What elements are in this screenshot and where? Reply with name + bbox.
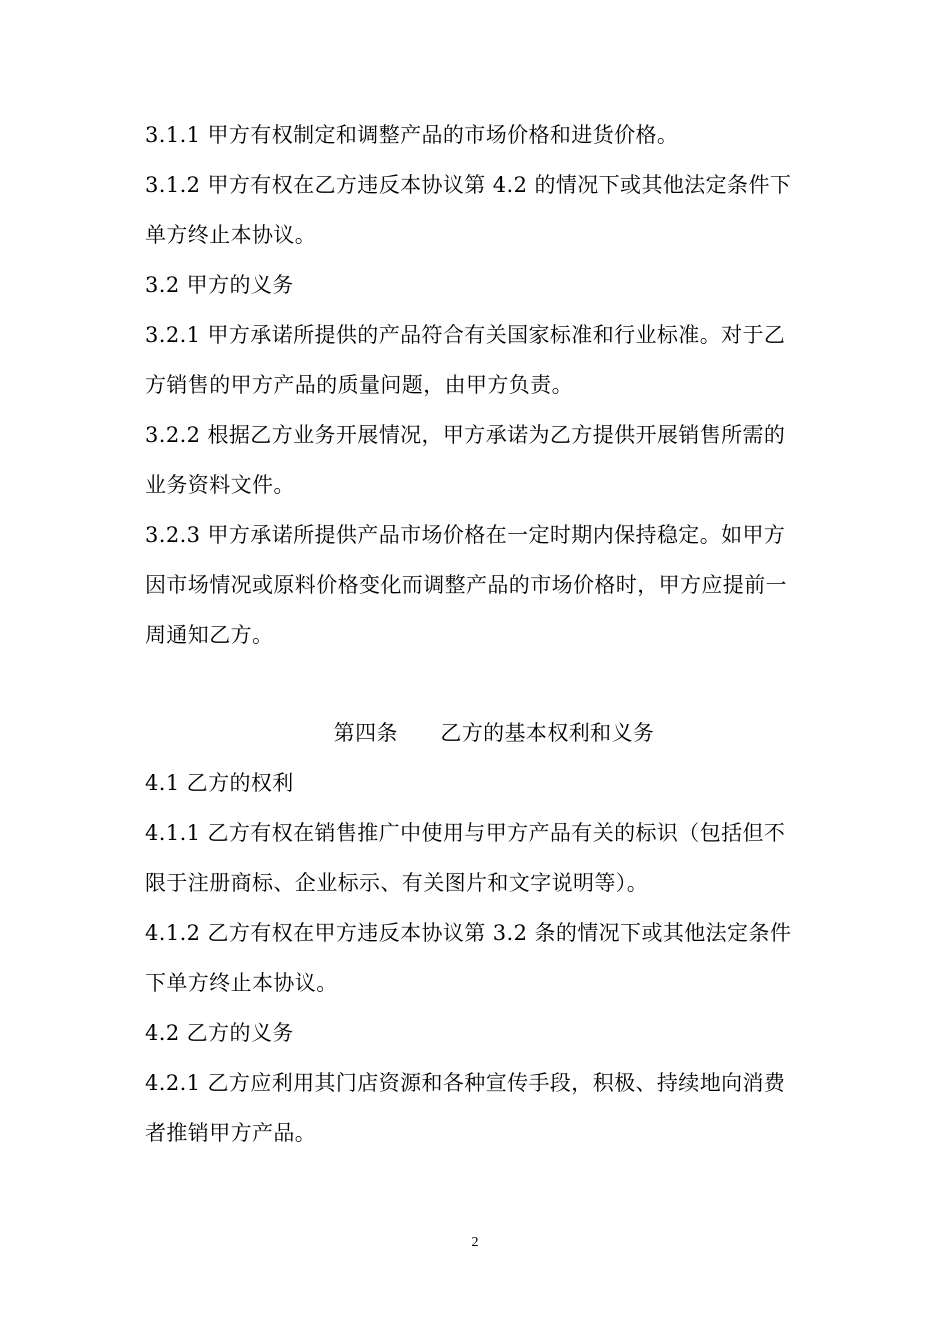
text-line: 业务资料文件。 xyxy=(145,473,295,497)
page-number: 2 xyxy=(471,1235,479,1250)
text-line: 3.2.3 甲方承诺所提供产品市场价格在一定时期内保持稳定。如甲方 xyxy=(145,523,786,547)
text-line: 3.2.1 甲方承诺所提供的产品符合有关国家标准和行业标准。对于乙 xyxy=(145,323,786,347)
text-line: 下单方终止本协议。 xyxy=(145,971,338,995)
text-line: 4.2.1 乙方应利用其门店资源和各种宣传手段，积极、持续地向消费 xyxy=(145,1071,786,1095)
text-line: 方销售的甲方产品的质量问题，由甲方负责。 xyxy=(145,373,573,397)
text-line: 周通知乙方。 xyxy=(145,623,274,647)
text-line: 4.1.2 乙方有权在甲方违反本协议第 3.2 条的情况下或其他法定条件 xyxy=(145,921,792,945)
text-line: 3.1.1 甲方有权制定和调整产品的市场价格和进货价格。 xyxy=(145,123,679,147)
text-line: 3.2.2 根据乙方业务开展情况，甲方承诺为乙方提供开展销售所需的 xyxy=(145,423,786,447)
text-line: 限于注册商标、企业标示、有关图片和文字说明等）。 xyxy=(145,871,649,895)
text-line: 3.1.2 甲方有权在乙方违反本协议第 4.2 的情况下或其他法定条件下 xyxy=(145,173,792,197)
section-heading: 4.2 乙方的义务 xyxy=(145,1021,294,1045)
section-heading: 3.2 甲方的义务 xyxy=(145,273,294,297)
text-line: 4.1.1 乙方有权在销售推广中使用与甲方产品有关的标识（包括但不 xyxy=(145,821,786,845)
article-heading: 第四条 乙方的基本权利和义务 xyxy=(333,721,655,745)
text-line: 单方终止本协议。 xyxy=(145,223,317,247)
text-line: 者推销甲方产品。 xyxy=(145,1121,317,1145)
section-heading: 4.1 乙方的权利 xyxy=(145,771,294,795)
text-line: 因市场情况或原料价格变化而调整产品的市场价格时，甲方应提前一 xyxy=(145,573,787,597)
